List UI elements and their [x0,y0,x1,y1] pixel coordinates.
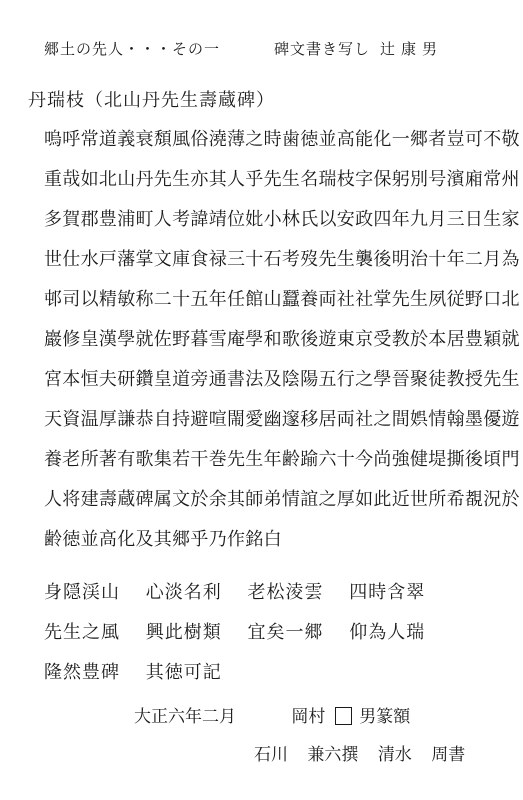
body-line: 天資温厚謙恭自持避喧閙愛幽邃移居両社之間娯情翰墨優遊 [44,409,520,430]
verse-phrase: 隆然豊碑 [44,662,120,683]
page-header [0,38,523,66]
body-line: 齢徳並高化及其郷乎乃作銘白 [44,529,282,550]
inscription-body [44,120,520,560]
calligrapher-surname: 岡村 [291,707,326,727]
inscription-verse [44,573,504,693]
missing-character-box [335,707,352,725]
header-subtitle: 碑文書き写し [274,40,371,58]
verse-line [44,653,504,693]
inscription-date: 大正六年二月 [134,707,236,727]
colophon-credit-line [254,740,479,770]
verse-phrase: 身隠渓山 [44,582,120,603]
verse-phrase: 宜矣一郷 [247,622,324,643]
body-line: 多賀郡豊浦町人考諱靖位妣小林氏以安政四年九月三日生家 [44,209,520,230]
scribe-role: 周書 [431,745,466,765]
body-line: 世仕水戸藩掌文庫食禄三十石考歿先生襲後明治十年二月為 [44,249,520,270]
verse-phrase: 其徳可記 [145,662,222,683]
colophon-date-line [134,702,410,732]
verse-line [44,613,504,653]
verse-phrase: 心淡名利 [145,582,222,603]
writer-name: 石川 [254,745,288,765]
inscription-title: 丹瑞枝（北山丹先生壽蔵碑） [28,90,275,111]
header-author: 辻康男 [380,40,444,58]
body-line: 宮本恒夫研鑽皇道旁通書法及陰陽五行之學晉聚徒教授先生 [44,369,520,390]
body-line: 邨司以精敏称二十五年任館山蠶養両社社掌先生夙従野口北 [44,289,520,310]
body-line: 重哉如北山丹先生亦其人乎先生名瑞枝字保躬別号濱廂常州 [44,169,520,190]
verse-phrase: 老松淩雲 [247,582,324,603]
scribe-name: 清水 [377,745,412,765]
verse-phrase: 四時含翠 [349,582,426,603]
writer-role: 兼六撰 [307,745,359,765]
verse-phrase: 先生之風 [44,622,120,643]
body-line: 人将建壽蔵碑属文於余其師弟情誼之厚如此近世所希覩況於 [44,489,520,510]
series-title: 郷土の先人・・・その一 [44,40,221,58]
body-line: 養老所著有歌集若干巻先生年齢踰六十今尚強健堤撕後頃門 [44,449,520,470]
verse-line [44,573,504,613]
body-line: 嗚呼常道義衰頽風俗澆薄之時歯徳並高能化一郷者豈可不敬 [44,129,520,150]
body-line: 巖修皇漢學就佐野暮雪庵學和歌後遊東京受教於本居豊穎就 [44,329,520,350]
calligrapher-suffix: 男篆額 [359,707,411,727]
verse-phrase: 仰為人瑞 [349,622,426,643]
verse-phrase: 興此樹類 [145,622,222,643]
